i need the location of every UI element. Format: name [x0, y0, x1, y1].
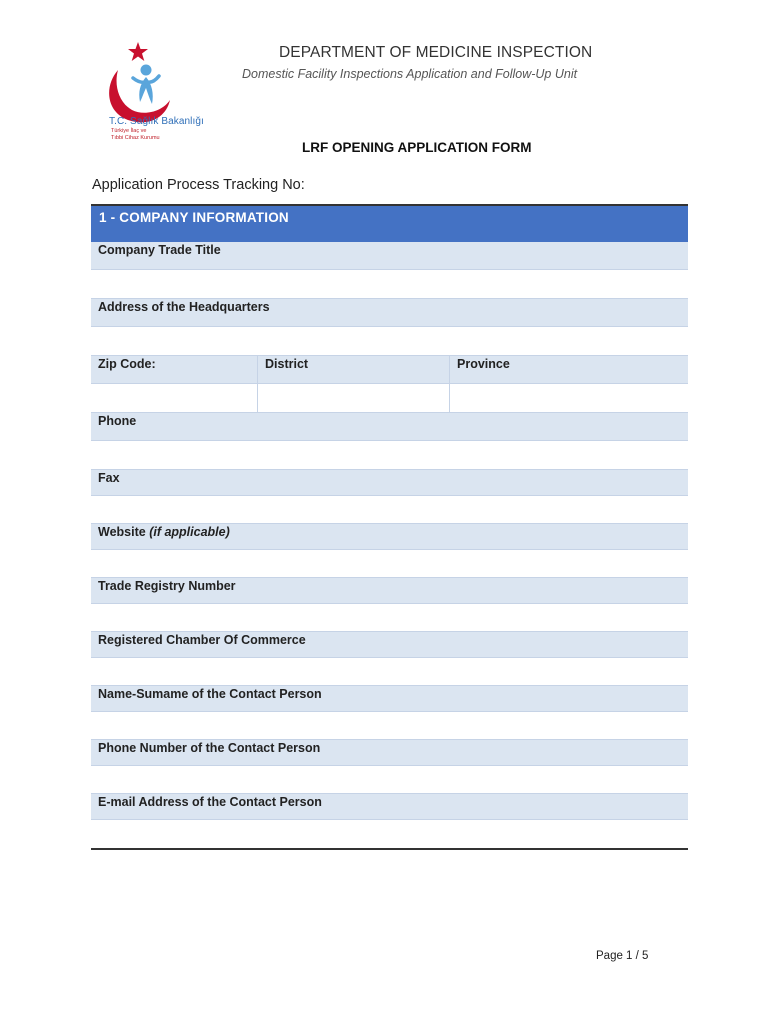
label-row: [91, 524, 688, 550]
department-title: DEPARTMENT OF MEDICINE INSPECTION: [279, 44, 593, 61]
label-row: [91, 356, 688, 384]
headquarters-input[interactable]: [91, 327, 688, 355]
district-label: District: [257, 356, 449, 383]
zip-label: Zip Code:: [98, 357, 156, 371]
trade-registry-field[interactable]: [91, 604, 688, 632]
fax-input[interactable]: [91, 496, 688, 523]
website-note: (if applicable): [149, 525, 230, 539]
label-row: [91, 470, 688, 496]
form-title: LRF OPENING APPLICATION FORM: [302, 140, 532, 155]
website-input[interactable]: [91, 550, 688, 577]
label-row: [91, 686, 688, 712]
fax-label: Fax: [98, 471, 120, 485]
contact-email-label: E-mail Address of the Contact Person: [98, 795, 322, 809]
headquarters-label: Address of the Headquarters: [98, 300, 270, 314]
trade-registry-input[interactable]: [91, 604, 688, 631]
label-row: [91, 794, 688, 820]
label-row: [91, 632, 688, 658]
contact-phone-input[interactable]: [91, 766, 688, 793]
website-label-text: Website: [98, 525, 146, 539]
logo-subtitle-line1: Türkiye İlaç ve: [111, 128, 147, 134]
label-row: [91, 740, 688, 766]
trade-title-field[interactable]: [91, 270, 688, 299]
trade-registry-label: Trade Registry Number: [98, 579, 236, 593]
contact-phone-label: Phone Number of the Contact Person: [98, 741, 321, 755]
contact-email-field[interactable]: [91, 820, 688, 848]
contact-phone-field[interactable]: [91, 766, 688, 794]
label-row: [91, 299, 688, 327]
chamber-field[interactable]: [91, 658, 688, 686]
label-row: [91, 578, 688, 604]
district-input[interactable]: [257, 384, 449, 412]
label-row: [91, 242, 688, 270]
phone-label: Phone: [98, 414, 137, 428]
contact-name-label: Name-Sumame of the Contact Person: [98, 687, 322, 701]
chamber-input[interactable]: [91, 658, 688, 685]
location-fields: [91, 384, 688, 413]
zip-input[interactable]: [91, 384, 257, 412]
logo-subtitle-line2: Tıbbi Cihaz Kurumu: [111, 135, 160, 141]
headquarters-field[interactable]: [91, 327, 688, 356]
contact-name-input[interactable]: [91, 712, 688, 739]
chamber-label: Registered Chamber Of Commerce: [98, 633, 306, 647]
trade-title-label: Company Trade Title: [98, 243, 221, 257]
phone-field[interactable]: [91, 441, 688, 470]
company-info-table: [91, 204, 688, 850]
province-input[interactable]: [449, 384, 688, 412]
website-label: [91, 524, 688, 549]
website-field[interactable]: [91, 550, 688, 578]
contact-email-input[interactable]: [91, 820, 688, 848]
fax-field[interactable]: [91, 496, 688, 524]
logo-title: T.C. Sağlık Bakanlığı: [109, 116, 204, 127]
section-header: 1 - COMPANY INFORMATION: [91, 206, 688, 242]
province-label: Province: [449, 356, 688, 383]
star-icon: [128, 42, 148, 61]
unit-subtitle: Domestic Facility Inspections Application and Follow-Up Unit: [242, 67, 578, 81]
trade-title-input[interactable]: [91, 270, 688, 298]
phone-input[interactable]: [91, 441, 688, 469]
tracking-number-label: Application Process Tracking No:: [92, 177, 305, 193]
contact-name-field[interactable]: [91, 712, 688, 740]
page-number: Page 1 / 5: [596, 950, 649, 962]
label-row: [91, 413, 688, 441]
